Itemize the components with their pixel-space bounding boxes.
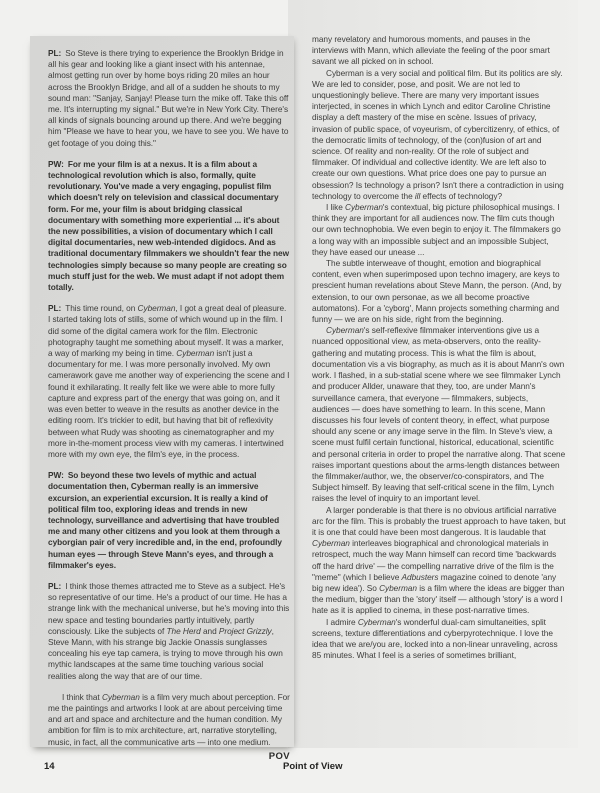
paragraph-text: For me your film is at a nexus. It is a film about a technological revolution which is also, formally, quite revolutionary. You've made a very engaging, populist film which doesn't rely on television and classical documentary form. For me, your film is about bridging classical documentary with something more experiential ... it's about the new possibilities, a vision of documentary which I call digital documentaries, new web-intended digidocs. And as traditional documentary filmmakers we shouldn't fear the new technologies simply because so many people are creating so much stuff just for the web. We must adapt if not adopt them totally. bbox=[48, 158, 290, 293]
interview-paragraph-pl-1 bbox=[48, 48, 290, 149]
left-column bbox=[48, 48, 290, 762]
article-paragraph: I admire Cyberman's wonderful dual-cam simultaneities, split screens, texture differentiations and cyberpyrotechnique. I love the idea that we are/you are, locked into a non-linear unraveling, across 85 minutes. What I feel is a series of sometimes brilliant, bbox=[312, 616, 558, 661]
interview-paragraph-pw-1 bbox=[48, 159, 290, 293]
speaker-label: PW: bbox=[48, 470, 64, 481]
pov-end-signature: POV bbox=[268, 750, 290, 762]
article-paragraph: A larger ponderable is that there is no obvious artificial narrative arc for the film. This is probably the truest approach to have taken, but it is one that could have been most dangerous. It is laudable that Cyberman interleaves biographical and chronological materials in retrospect, much the way Mann himself can record time 'backwards off the hard drive' — the compelling narrative drive of the film is the "meme" (which I believe Adbusters magazine coined to denote 'any big new idea'). So Cyberman is a film where the ideas are bigger than the medium, bigger than the 'story' itself — although 'story' is a word I hate as it is applied to cinema, in these post-narrative times. bbox=[312, 504, 566, 616]
interview-paragraph-pl-3 bbox=[48, 581, 290, 682]
article-paragraph: Cyberman is a very social and political film. But its politics are sly. We are led to consider, pose, and posit. We are not led to unquestioningly believe. There are many very important issues interjected, in scenes in which Lynch and editor Caroline Christine display a deft mastery of the mise en scène. Issues of privacy, invasion of public space, of voyeurism, of cybercitizenry, of ethics, of the democratic limits of technology, of the (con)fusion of art and science. Of reality and non-reality. Of the role of subject and filmmaker. Of individual and collective identity. We are left also to create our own questions. What price does one pay to pursue an obsession? Is technology a prison? Isn't there a contradiction in using technology to overcome the ill effects of technology? bbox=[312, 67, 564, 201]
article-paragraph: The subtle interweave of thought, emotion and biographical content, even when superimposed upon techno imagery, are keys to prescient human revelations about Steve Mann, the person. (And, by extension, to our own personae, as we all become proactive automatons). For a 'cyborg', Mann projects something charming and funny — we are on his side, right from the beginning. bbox=[312, 258, 562, 325]
speaker-label: PL: bbox=[48, 303, 62, 314]
paragraph-text: I think that Cyberman is a film very much about perception. For me the paintings and artworks I look at are about perceiving time and art and space and architecture and the human condition. My ambition for film is to mix architecture, art, narrative storytelling, music, in fact, all the communicative arts — into one medium. bbox=[48, 691, 290, 747]
paragraph-text: This time round, on Cyberman, I got a great deal of pleasure. I started taking lots of stills, some of which wound up in the film. I did some of the digital camera work for the film. Electronic photography taught me something about myself. It was a marker, a way of marking my being in time. Cyberman isn't just a documentary for me. I was more personally involved. My own camerawork gave me another way of experiencing the scene and I found it exhilarating. It really felt like we were able to more fully capture and express part of the energy that was going on, and it was even better to weave in the results as another device in the editing room. It's trickier to edit, but having that bit of reflexivity between what Rudy was shooting as cinematographer and my more in-the-moment process view with my cameras. I intertwined more with my own eye, the film's eye, in the process. bbox=[48, 303, 290, 459]
interview-paragraph-pw-2 bbox=[48, 470, 290, 571]
article-paragraph: Cyberman's self-reflexive filmmaker interventions give us a nuanced oppositional view, as meta-observers, onto the reality-gathering and mutating process. This is what the film is about, documentation vis a vis biography, as much as it is about Mann's own work. I flashed, in a sub-statial scene where we see filmmaker Lynch and producer Allder, unaware that they, too, are under Mann's surveillance camera, that everyone — filmmakers, subjects, audiences — does have something to learn. In this scene, Mann discusses his four levels of content theory, in effect, what purpose should any scene or any image serve in the film. In Steve's view, a scene must fulfil certain functional, historical, educational, scientific and personal criteria in order to propel the narrative along. That scene raises important questions about the arms-length distances between the filmmaker/author, we, the observer/co-conspirators, and The Subject himself. By leaving that self-critical scene in the film, Lynch raises the level of inquiry to an important level. bbox=[312, 325, 566, 504]
page-number: 14 bbox=[44, 761, 55, 772]
right-column bbox=[312, 34, 566, 661]
paragraph-text: I think those themes attracted me to Steve as a subject. He's so representative of our time. He's a product of our time. He has a strange link with the mechanical universe, but he's moving into this new space and testing boundaries partly intuitively, partly consciously. Like the subjects of The Herd and Project Grizzly, Steve Mann, with his strange big Jackie Onassis sunglasses concealing his eye tap camera, is trying to move through his own mythic landscapes at the same time touching various social realities along the way that are of our time. bbox=[48, 580, 290, 681]
interview-paragraph-pl-2 bbox=[48, 303, 290, 460]
article-paragraph: many revelatory and humorous moments, and pauses in the interviews with Mann, which alleviate the feeling of the poor smart savant we all picked on in school. bbox=[312, 34, 550, 67]
paragraph-text: So beyond these two levels of mythic and actual documentation then, Cyberman really is an immersive excursion, an experiential excursion. It is really a kind of political film too, exploring ideas and trends in new technology, surveillance and advertising that have troubled me and many other citizens and you look at them through a cyborgian pair of very incredible and, in the end, profoundly human eyes — through Steve Mann's eyes, and through a filmmaker's eyes. bbox=[48, 470, 282, 570]
interview-paragraph-pl-3-continued bbox=[48, 692, 290, 748]
speaker-label: PW: bbox=[48, 158, 64, 169]
paragraph-text: So Steve is there trying to experience the Brooklyn Bridge in all his gear and looking like a giant insect with his antennae, almost getting run over by home boys riding 20 miles an hour across the Brooklyn Bridge, and all of a sudden he shouts to my sound man: "Sanjay, Sanjay! Please turn the mike off. Take this off me. It's interrupting my signal." But we're in New York City. There's all kinds of signals bouncing around up there. And we're begging him "Please we have to hear you, we have to see you. We have to get footage of you doing this." bbox=[48, 48, 289, 148]
speaker-label: PL: bbox=[48, 580, 62, 591]
article-paragraph: I like Cyberman's contextual, big picture philosophical musings. I think they are important for all audiences now. The film cuts though our own technophobia. We even begin to enjoy it. The filmmakers go a long way with an impossible subject and an impossible Subject, they have eased our unease ... bbox=[312, 202, 561, 257]
speaker-label: PL: bbox=[48, 48, 62, 58]
footer-running-title: Point of View bbox=[283, 761, 343, 772]
